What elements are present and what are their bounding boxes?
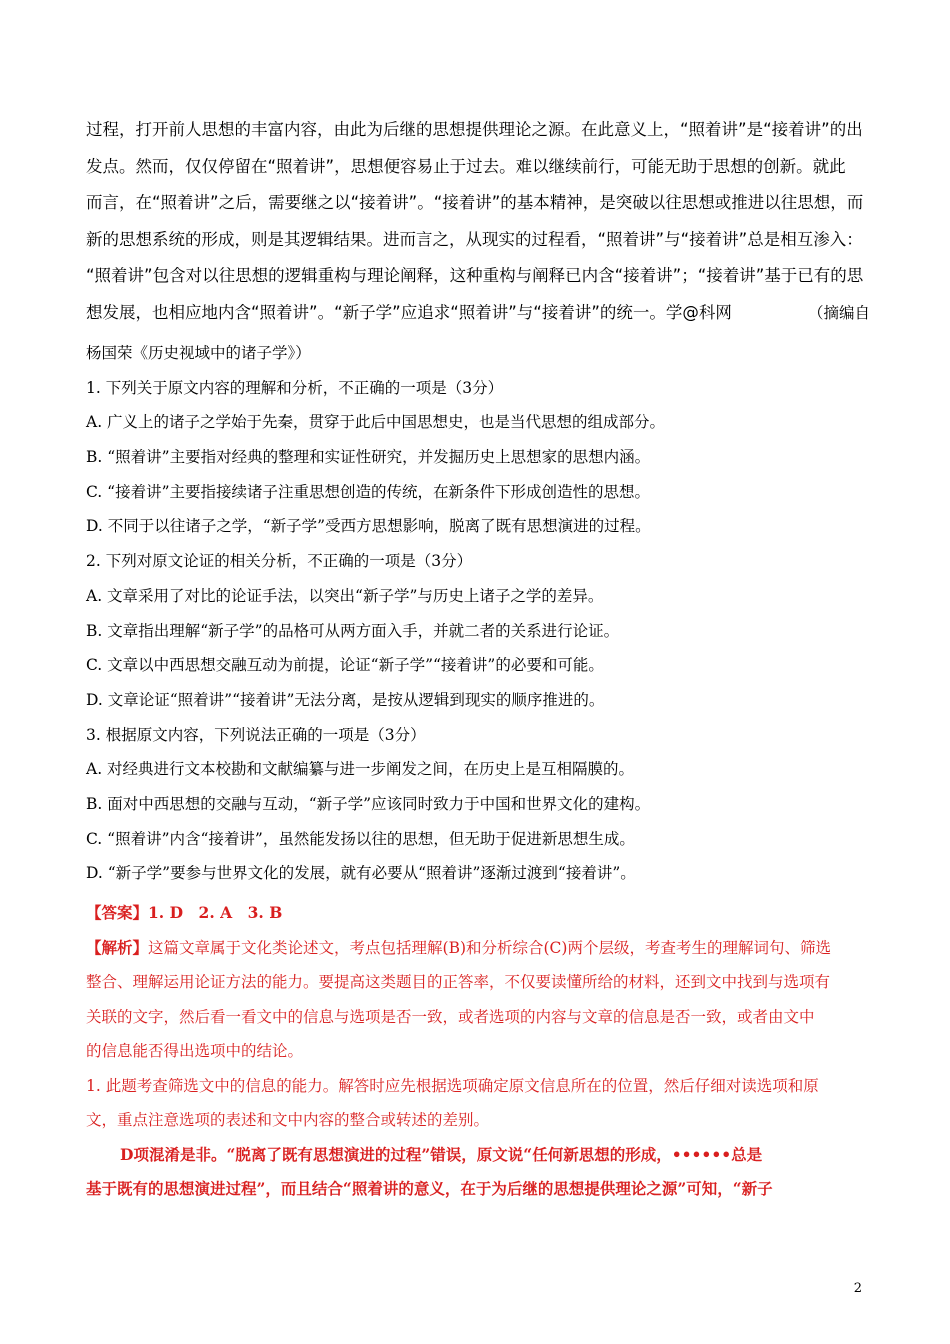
analysis-label: 【解析】 <box>86 937 149 957</box>
questions-section <box>86 336 870 891</box>
option-2a: A. 文章采用了对比的论证手法，以突出“新子学”与历史上诸子之学的差异。 <box>86 586 604 605</box>
option-1c: C. “接着讲”主要指接续诸子注重思想创造的传统，在新条件下形成创造性的思想。 <box>86 482 651 501</box>
option-1a: A. 广义上的诸子之学始于先秦，贯穿于此后中国思想史，也是当代思想的组成部分。 <box>86 413 666 432</box>
passage-line <box>86 295 870 332</box>
page-number: 2 <box>853 1281 862 1296</box>
analysis-line: 整合、理解运用论证方法的能力。要提高这类题目的正答率，不仅要读懂所给的材料，还到文中找到与选项有 <box>86 973 831 991</box>
analysis-line: 关联的文字，然后看一看文中的信息与选项是否一致，或者选项的内容与文章的信息是否一致，或者由文中 <box>86 1007 815 1026</box>
option-2c: C. 文章以中西思想交融互动为前提，论证“新子学”“接着讲”的必要和可能。 <box>86 656 604 675</box>
question-3: 3. 根据原文内容，下列说法正确的一项是（3分） <box>86 725 426 744</box>
option-2b: B. 文章指出理解“新子学”的品格可从两方面入手，并就二者的关系进行论证。 <box>86 621 620 640</box>
passage-text <box>86 112 870 332</box>
passage-line-text: 想发展，也相应地内含“照着讲”。“新子学”应追求“照着讲”与“接着讲”的统一。学@科网 <box>86 302 732 322</box>
option-3b: B. 面对中西思想的交融与互动，“新子学”应该同时致力于中国和世界文化的建构。 <box>86 794 651 813</box>
analysis-line: 文，重点注意选项的表述和文中内容的整合或转述的差别。 <box>86 1111 490 1129</box>
passage-line: 发点。然而，仅仅停留在“照着讲”，思想便容易止于过去。难以继续前行，可能无助于思想的创新。就此 <box>86 156 846 176</box>
option-2d: D. 文章论证“照着讲”“接着讲”无法分离，是按从逻辑到现实的顺序推进的。 <box>86 690 605 709</box>
question-1: 1. 下列关于原文内容的理解和分析，不正确的一项是（3分） <box>86 378 504 397</box>
passage-line: “照着讲”包含对以往思想的逻辑重构与理论阐释，这种重构与阐释已内含“接着讲”；“接着讲”基于已有的思 <box>86 266 864 286</box>
answer-label: 【答案】 <box>86 903 149 922</box>
answer-value: 1. D 2. A 3. B <box>148 903 283 922</box>
answer-analysis-section <box>86 896 870 1207</box>
answer-line <box>86 896 870 931</box>
question-2: 2. 下列对原文论证的相关分析，不正确的一项是（3分） <box>86 552 473 571</box>
option-3c: C. “照着讲”内含“接着讲”，虽然能发扬以往的思想，但无助于促进新思想生成。 <box>86 829 635 848</box>
option-1b: B. “照着讲”主要指对经典的整理和实证性研究，并发掘历史上思想家的思想内涵。 <box>86 448 651 467</box>
analysis-text: 这篇文章属于文化类论述文，考点包括理解(B)和分析综合(C)两个层级，考查考生的理解词句、筛选 <box>148 938 831 957</box>
analysis-line: 1. 此题考查筛选文中的信息的能力。解答时应先根据选项确定原文信息所在的位置，然后仔细对读选项和原 <box>86 1076 819 1095</box>
analysis-line: 的信息能否得出选项中的结论。 <box>86 1042 304 1060</box>
source-citation-start: （摘编自 <box>807 303 870 322</box>
source-citation-end: 杨国荣《历史视域中的诸子学》） <box>86 344 311 362</box>
option-3a: A. 对经典进行文本校勘和文献编纂与进一步阐发之间，在历史上是互相隔膜的。 <box>86 760 635 779</box>
option-1d: D. 不同于以往诸子之学，“新子学”受西方思想影响，脱离了既有思想演进的过程。 <box>86 517 651 536</box>
analysis-line: 基于既有的思想演进过程”，而且结合“照着讲的意义，在于为后继的思想提供理论之源”可知，“新子 <box>86 1179 773 1198</box>
passage-line: 新的思想系统的形成，则是其逻辑结果。进而言之，从现实的过程看，“照着讲”与“接着讲”总是相互渗入： <box>86 229 863 249</box>
analysis-line <box>86 931 870 966</box>
passage-line: 过程，打开前人思想的丰富内容，由此为后继的思想提供理论之源。在此意义上，“照着讲”是“接着讲”的出 <box>86 120 863 139</box>
analysis-line: D项混淆是非。“脱离了既有思想演进的过程”错误，原文说“任何新思想的形成，••••••总是 <box>120 1144 763 1164</box>
option-3d: D. “新子学”要参与世界文化的发展，就有必要从“照着讲”逐渐过渡到“接着讲”。 <box>86 864 636 883</box>
passage-line: 而言，在“照着讲”之后，需要继之以“接着讲”。“接着讲”的基本精神，是突破以往思想或推进以往思想，而 <box>86 193 864 213</box>
